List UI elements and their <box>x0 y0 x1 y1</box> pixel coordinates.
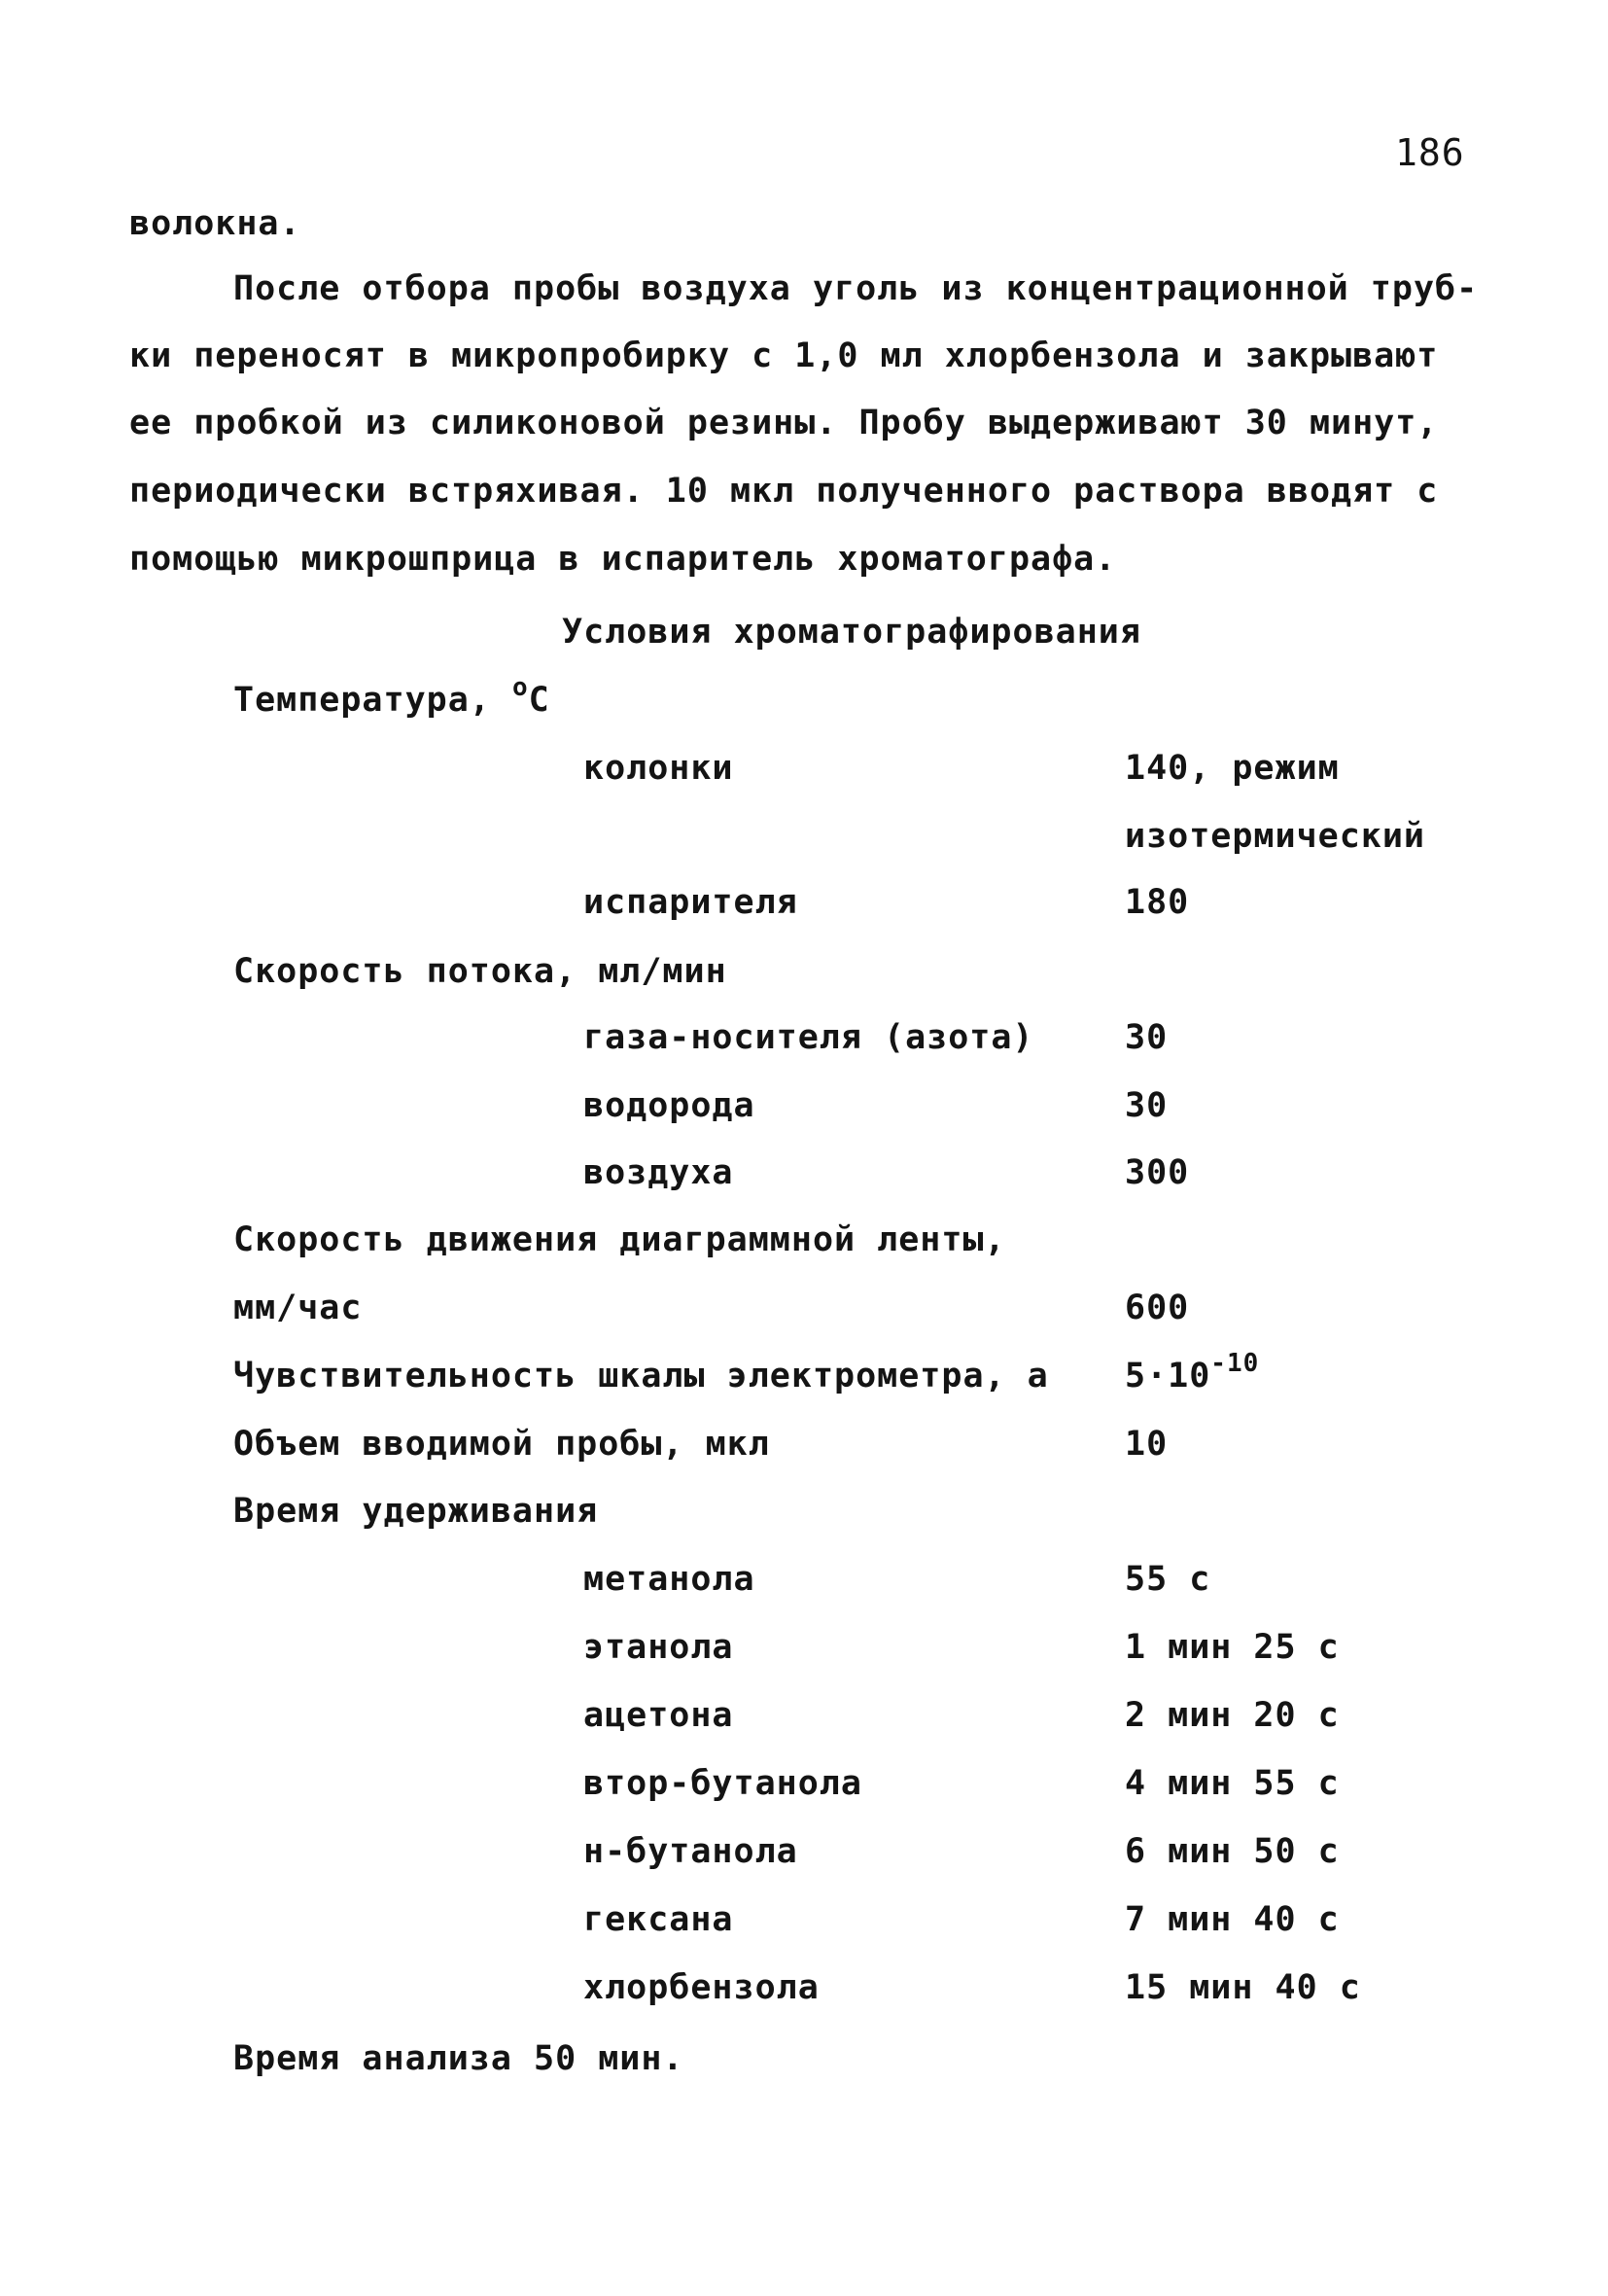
retention-item-value: 15 мин 40 с <box>1125 1968 1361 2007</box>
retention-item-name: этанола <box>583 1628 734 1667</box>
column-mode-value: изотермический <box>1125 817 1426 856</box>
volume-value: 10 <box>1125 1425 1169 1464</box>
column-label: колонки <box>583 749 734 788</box>
evaporator-label: испарителя <box>583 883 798 922</box>
air-value: 300 <box>1125 1153 1190 1192</box>
sensitivity-value <box>1125 1349 1260 1395</box>
section-heading: Условия хроматографирования <box>562 613 1141 652</box>
retention-item-value: 55 с <box>1125 1560 1211 1599</box>
sensitivity-base: 5·10 <box>1125 1357 1211 1395</box>
retention-item-name: хлорбензола <box>583 1968 820 2007</box>
retention-item-value: 6 мин 50 с <box>1125 1832 1340 1871</box>
volume-label: Объем вводимой пробы, мкл <box>233 1425 770 1464</box>
paragraph-line: ее пробкой из силиконовой резины. Пробу выдерживают 30 минут, <box>129 404 1439 442</box>
retention-item-name: гексана <box>583 1900 734 1939</box>
flow-label: Скорость потока, мл/мин <box>233 952 727 991</box>
tape-speed-value: 600 <box>1125 1289 1190 1327</box>
temperature-label-text: Температура, <box>233 681 512 720</box>
retention-item-value: 4 мин 55 с <box>1125 1764 1340 1803</box>
temperature-unit: C <box>528 681 550 720</box>
tape-speed-label: Скорость движения диаграммной ленты, <box>233 1220 1006 1259</box>
temperature-label <box>233 673 550 720</box>
paragraph-line: волокна. <box>129 204 301 243</box>
carrier-gas-value: 30 <box>1125 1018 1169 1057</box>
analysis-time: Время анализа 50 мин. <box>233 2039 684 2078</box>
paragraph-line: помощью микрошприца в испаритель хроматографа. <box>129 540 1117 579</box>
paragraph-line: ки переносят в микропробирку с 1,0 мл хлорбензола и закрывают <box>129 336 1439 375</box>
retention-item-name: ацетона <box>583 1696 734 1735</box>
column-value: 140, режим <box>1125 749 1340 788</box>
degree-sup: o <box>511 673 529 702</box>
paragraph-line: После отбора пробы воздуха уголь из концентрационной труб- <box>233 269 1479 308</box>
carrier-gas-label: газа-носителя (азота) <box>583 1018 1034 1057</box>
tape-speed-unit: мм/час <box>233 1289 363 1327</box>
evaporator-value: 180 <box>1125 883 1190 922</box>
page-number: 186 <box>1395 131 1465 174</box>
sensitivity-exponent: -10 <box>1210 1349 1260 1378</box>
retention-item-value: 2 мин 20 с <box>1125 1696 1340 1735</box>
retention-item-value: 7 мин 40 с <box>1125 1900 1340 1939</box>
hydrogen-value: 30 <box>1125 1086 1169 1125</box>
retention-item-value: 1 мин 25 с <box>1125 1628 1340 1667</box>
retention-item-name: н-бутанола <box>583 1832 798 1871</box>
hydrogen-label: водорода <box>583 1086 755 1125</box>
sensitivity-label: Чувствительность шкалы электрометра, а <box>233 1357 1049 1395</box>
retention-label: Время удерживания <box>233 1492 599 1531</box>
paragraph-line: периодически встряхивая. 10 мкл полученного раствора вводят с <box>129 472 1439 511</box>
air-label: воздуха <box>583 1153 734 1192</box>
retention-item-name: втор-бутанола <box>583 1764 862 1803</box>
retention-item-name: метанола <box>583 1560 755 1599</box>
